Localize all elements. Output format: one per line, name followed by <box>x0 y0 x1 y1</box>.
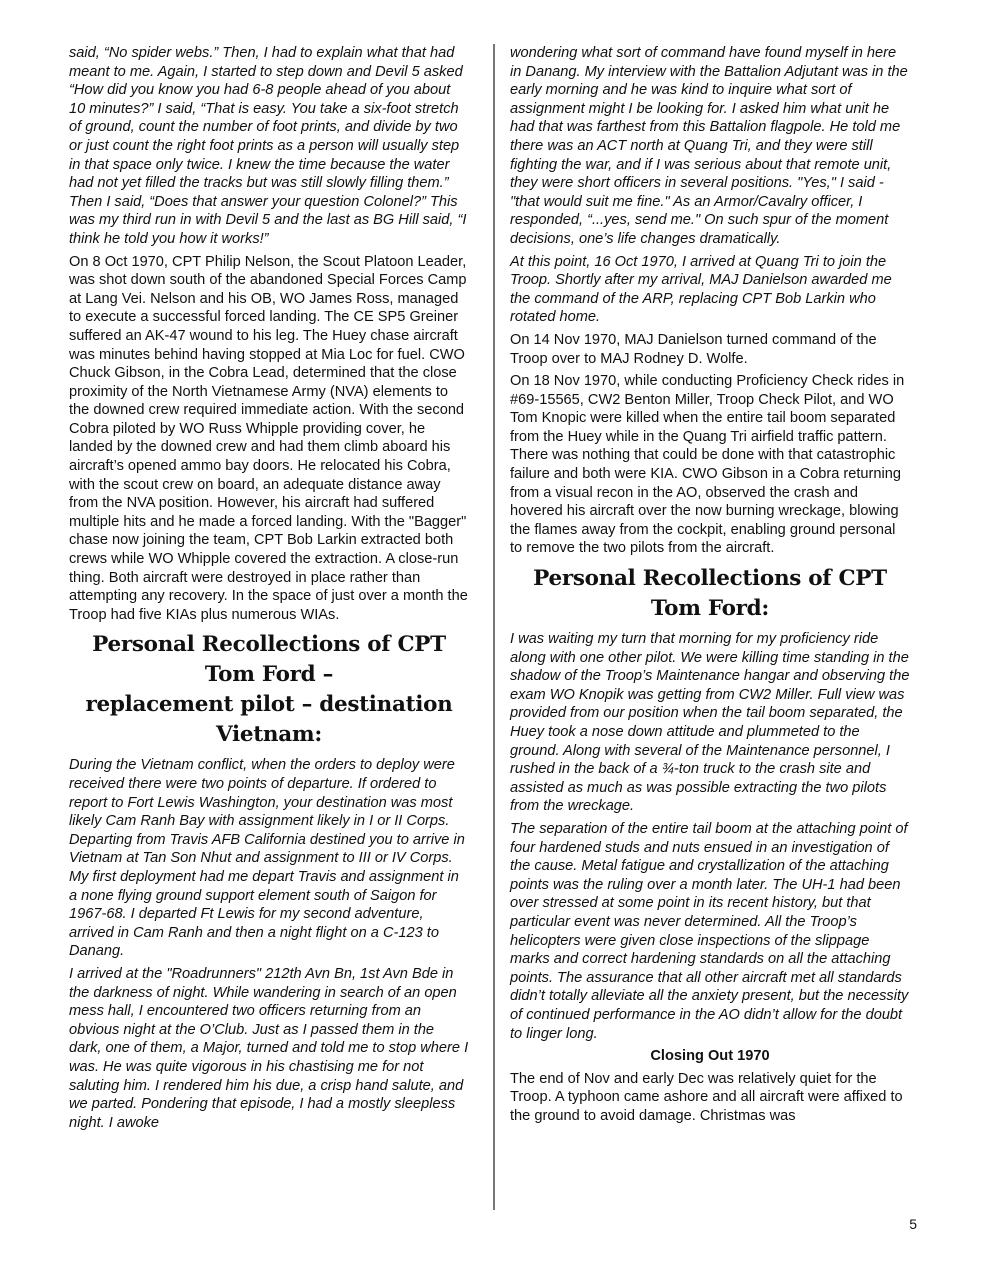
paragraph: On 8 Oct 1970, CPT Philip Nelson, the Scout Platoon Leader, was shot down south of the abandoned Special Forces Camp at Lang Vei. Nelson and his OB, WO James Ross, managed to execute a successful forced landing. The CE SP5 Greiner suffered an AK-47 wound to his leg. The Huey chase aircraft was minutes behind having stopped at Mia Loc for fuel. CWO Chuck Gibson, in the Cobra Lead, determined that the close proximity of the North Vietnamese Army (NVA) elements to the downed crew required immediate action. With the second Cobra piloted by WO Russ Whipple providing cover, he landed by the downed crew and had them climb aboard his aircraft’s opened ammo bay doors. He relocated his Cobra, with the scout crew on board, an adequate distance away from the NVA position. However, his aircraft had suffered multiple hits and he made a forced landing. With the "Bagger" chase now joining the team, CPT Bob Larkin extracted both crews while WO Whipple covered the extraction. A close-run thing. Both aircraft were destroyed in place rather than attempting any recovery. In the space of just over a month the Troop had five KIAs plus numerous WIAs. <box>69 253 468 623</box>
left-column <box>69 44 469 1136</box>
paragraph: The end of Nov and early Dec was relatively quiet for the Troop. A typhoon came ashore and all aircraft were affixed to the ground to avoid damage. Christmas was <box>510 1070 903 1124</box>
paragraph: During the Vietnam conflict, when the orders to deploy were received there were two points of departure. If ordered to report to Fort Lewis Washington, your destination was most likely Cam Ranh Bay with assignment likely in I or II Corps. Departing from Travis AFB California destined you to arrive in Vietnam at Tan Son Nhut and assignment to III or IV Corps. My first deployment had me depart Travis and assignment in a none flying ground support element south of Saigon for 1967-68. I departed Ft Lewis for my second adventure, arrived in Cam Ranh and then a night flight on a C-123 to Danang. <box>69 757 465 960</box>
paragraph: The separation of the entire tail boom at the attaching point of four hardened studs and nuts ensued in an investigation of the cause. Metal fatigue and crystallization of the attaching points was the ruling over a month later. The UH-1 had been over stressed at some point in its recent history, but that particular event was never determined. All the Troop’s helicopters were given close inspections of the slippage marks and correct hardening standards on all the attaching points. The assurance that all other aircraft met all standards didn’t totally alleviate all the anxiety present, but the necessity of continued performance in the AO didn’t allow for the doubt to linger long. <box>510 820 909 1042</box>
paragraph: On 14 Nov 1970, MAJ Danielson turned command of the Troop over to MAJ Rodney D. Wolfe. <box>510 331 877 367</box>
column-divider <box>493 44 495 1210</box>
heading-line: replacement pilot – destination Vietnam: <box>85 692 453 748</box>
page-number: 5 <box>909 1216 917 1232</box>
right-column <box>510 44 910 1129</box>
paragraph: I arrived at the "Roadrunners" 212th Avn Bn, 1st Avn Bde in the darkness of night. While wandering in search of an open mess hall, I encountered two officers returning from an obvious night at the O’Club. Just as I passed them in the dark, one of them, a Major, turned and told me to stop where I was. He was quite vigorous in his chastising me for not saluting him. I rendered him his due, a crisp hand salute, and we parted. Pondering that episode, I had a mostly sleepless night. I awoke <box>69 965 469 1131</box>
subheading: Closing Out 1970 <box>650 1048 770 1065</box>
paragraph: I was waiting my turn that morning for my proficiency ride along with one other pilot. We were killing time standing in the shadow of the Troop’s Maintenance hangar and observing the exam WO Knopik was getting from CW2 Miller. Full view was provided from our position when the tail boom separated, the Huey took a nose down attitude and plummeted to the ground. Along with several of the Maintenance personnel, I rushed in the back of a ¾-ton truck to the crash site and assisted as much as was possible extracting the two pilots from the wreckage. <box>510 631 910 815</box>
paragraph: said, “No spider webs.” Then, I had to explain what that had meant to me. Again, I started to step down and Devil 5 asked “How did you know you had 6-8 people ahead of you about 10 minutes?” I said, “That is easy. You take a six-foot stretch of ground, count the number of foot prints, and divide by two or just count the right foot prints as a person will usually step in that space only twice. I knew the time because the water had not yet filled the tracks but was still slowly filling them.” Then I said, “Does that answer your question Colonel?” This was my third run in with Devil 5 and the last as BG Hill said, “I think he told you how it works!” <box>69 45 467 247</box>
paragraph: At this point, 16 Oct 1970, I arrived at Quang Tri to join the Troop. Shortly after my arrival, MAJ Danielson awarded me the command of the ARP, replacing CPT Bob Larkin who rotated home. <box>510 253 892 326</box>
paragraph: wondering what sort of command have found myself in here in Danang. My interview with the Battalion Adjutant was in the early morning and he was kind to inquire what sort of assignment might I be looking for. I asked him what unit he had that was farthest from this Battalion flagpole. He told me there was an ACT north at Quang Tri, and they were still fighting the war, and if I was serious about that remote unit, they were short officers in several positions. "Yes," I said - "that would suit me fine." As an Armor/Cavalry officer, I responded, “...yes, send me." On such spur of the moment decisions, one’s life changes dramatically. <box>510 45 908 247</box>
section-heading: Personal Recollections of CPT Tom Ford: <box>533 566 887 622</box>
paragraph: On 18 Nov 1970, while conducting Proficiency Check rides in #69-15565, CW2 Benton Miller, Troop Check Pilot, and WO Tom Knopic were killed when the entire tail boom separated from the Huey while in the Quang Tri airfield traffic pattern. There was nothing that could be done with that catastrophic failure and both were KIA. CWO Gibson in a Cobra returning from a visual recon in the AO, observed the crash and hovered his aircraft over the now burning wreckage, blowing the flames away from the cockpit, enabling ground personal to remove the two pilots from the aircraft. <box>510 373 905 557</box>
section-heading <box>69 630 469 750</box>
heading-line: Personal Recollections of CPT Tom Ford – <box>92 632 446 688</box>
